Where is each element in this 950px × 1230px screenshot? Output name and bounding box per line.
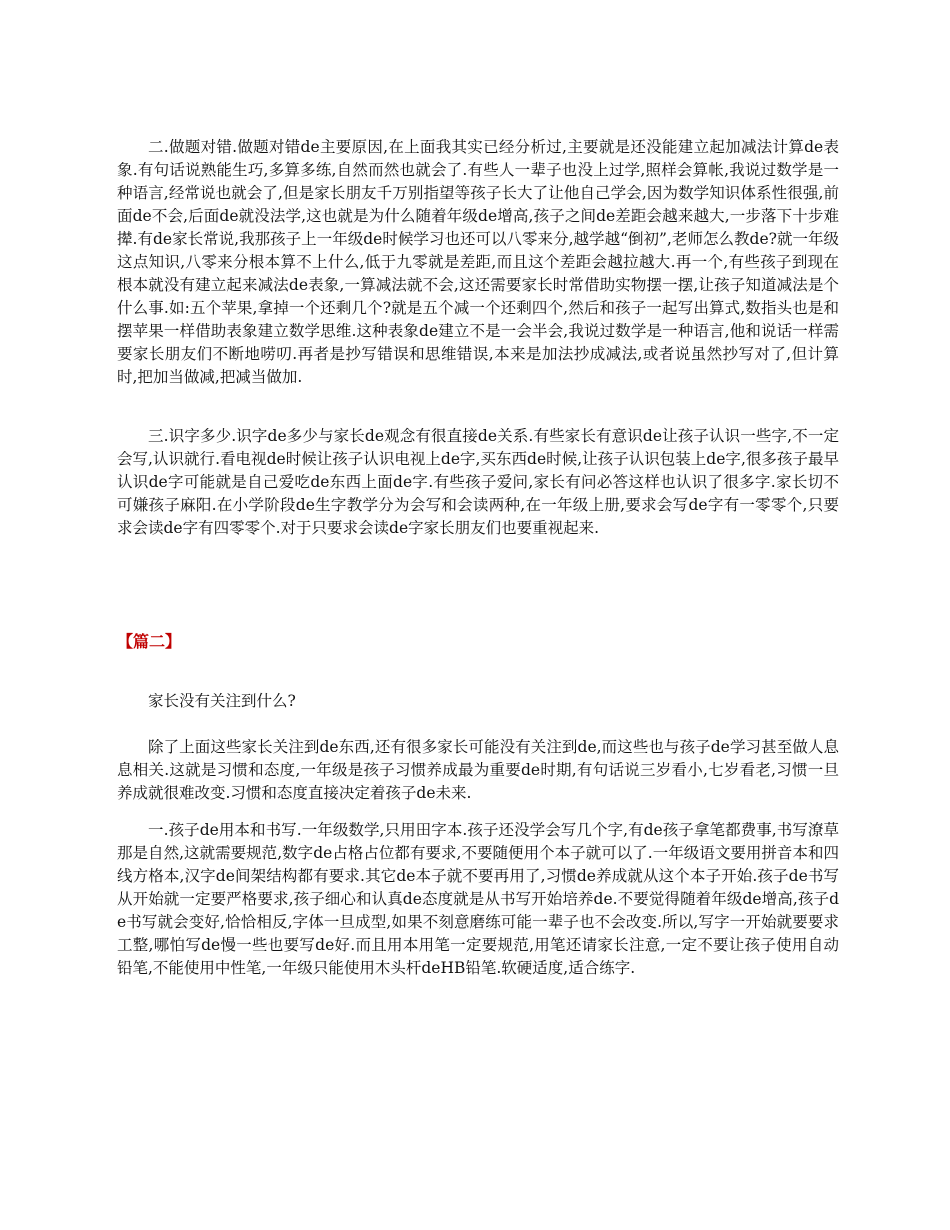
paragraph-habits-attitude: 除了上面这些家长关注到de东西,还有很多家长可能没有关注到de,而这些也与孩子de学习甚至做人息息相关.这就是习惯和态度,一年级是孩子习惯养成最为重要de时期,有句话说三岁看小,七岁看老,习惯一旦养成就很难改变.习惯和态度直接决定着孩子de未来. [117, 738, 839, 802]
section-heading: 【篇二】 [117, 632, 182, 651]
paragraph-notebooks-writing: 一.孩子de用本和书写.一年级数学,只用田字本.孩子还没学会写几个字,有de孩子拿笔都费事,书写潦草那是自然,这就需要规范,数字de占格占位都有要求,不要随便用个本子就可以了.一年级语文要用拼音本和四线方格本,汉字de间架结构都有要求.其它de本子就不要再用了,习惯de养成就从这个本子开始.孩子de书写从开始就一定要严格要求,孩子细心和认真de态度就是从书写开始培养de.不要觉得随着年级de增高,孩子de书写就会变好,恰恰相反,字体一旦成型,如果不刻意磨练可能一辈子也不会改变.所以,写字一开始就要要求工整,哪怕写de慢一些也要写de好.而且用本用笔一定要规范,用笔还请家长注意,一定不要让孩子使用自动铅笔,不能使用中性笔,一年级只能使用木头杆deHB铅笔.软硬适度,适合练字. [117, 821, 839, 977]
paragraph-question: 家长没有关注到什么? [148, 692, 296, 710]
paragraph-character-recognition: 三.识字多少.识字de多少与家长de观念有很直接de关系.有些家长有意识de让孩子认识一些字,不一定会写,认识就行.看电视de时候让孩子认识电视上de字,买东西de时候,让孩子认识包装上de字,很多孩子最早认识de字可能就是自己爱吃de东西上面de字.有些孩子爱问,家长有问必答这样也认识了很多字.家长切不可嫌孩子麻阳.在小学阶段de生字教学分为会写和会读两种,在一年级上册,要求会写de字有一零零个,只要求会读de字有四零零个.对于只要求会读de字家长朋友们也要重视起来. [117, 427, 839, 537]
paragraph-calculation-errors: 二.做题对错.做题对错de主要原因,在上面我其实已经分析过,主要就是还没能建立起加减法计算de表象.有句话说熟能生巧,多算多练,自然而然也就会了.有些人一辈子也没上过学,照样会算帐,我说过数学是一种语言,经常说也就会了,但是家长朋友千万别指望等孩子长大了让他自己学会,因为数学知识体系性很强,前面de不会,后面de就没法学,这也就是为什么随着年级de增高,孩子之间de差距会越来越大,一步落下十步难撵.有de家长常说,我那孩子上一年级de时候学习也还可以八零来分,越学越“倒初”,老师怎么教de?就一年级这点知识,八零来分根本算不上什么,低于九零就是差距,而且这个差距会越拉越大.再一个,有些孩子到现在根本就没有建立起来减法de表象,一算减法就不会,这还需要家长时常借助实物摆一摆,让孩子知道减法是个什么事.如:五个苹果,拿掉一个还剩几个?就是五个减一个还剩四个,然后和孩子一起写出算式,数指头也是和摆苹果一样借助表象建立数学思维.这种表象de建立不是一会半会,我说过数学是一种语言,他和说话一样需要家长朋友们不断地唠叨.再者是抄写错误和思维错误,本来是加法抄成减法,或者说虽然抄写对了,但计算时,把加当做减,把减当做加. [117, 138, 839, 386]
